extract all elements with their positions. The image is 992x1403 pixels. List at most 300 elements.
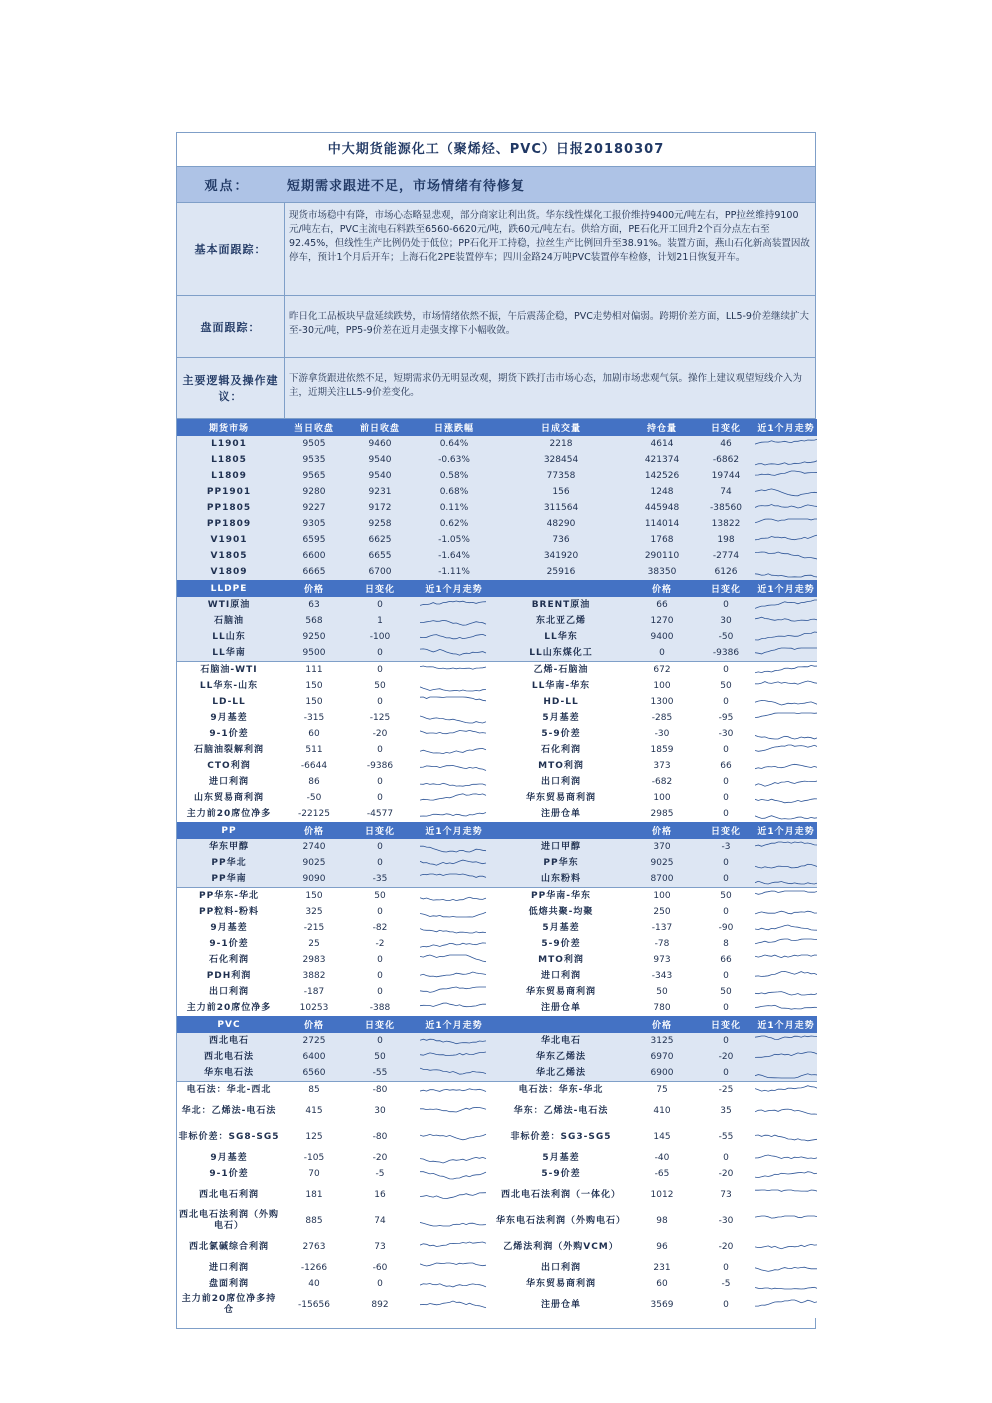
table-row [177, 904, 817, 920]
item-name: 低熔共聚-均聚 [495, 904, 627, 920]
header-cell: 日变化 [697, 580, 755, 597]
trend-sparkline [755, 856, 817, 870]
change-cell: 0 [347, 597, 413, 613]
trend-sparkline [420, 937, 488, 951]
value-cell: -1.11% [413, 564, 495, 580]
contract-name: V1901 [177, 532, 281, 548]
trend-cell [755, 984, 817, 1000]
trend-sparkline [755, 905, 817, 919]
trend-cell [413, 597, 495, 613]
header-cell: 近1个月走势 [755, 822, 817, 839]
trend-sparkline [420, 1083, 488, 1097]
trend-cell [413, 839, 495, 855]
item-name: 9-1价差 [177, 726, 281, 742]
table-row [177, 790, 817, 806]
trend-sparkline [755, 727, 817, 741]
trend-cell [755, 774, 817, 790]
header-cell: 日变化 [347, 822, 413, 839]
table-row [177, 968, 817, 984]
trend-sparkline [755, 549, 817, 563]
trend-sparkline [755, 775, 817, 789]
contract-name: L1805 [177, 452, 281, 468]
item-name: 5月基差 [495, 1150, 627, 1166]
trend-cell [413, 613, 495, 629]
item-name: 9-1价差 [177, 1166, 281, 1182]
change-cell: 50 [697, 984, 755, 1000]
price-cell: 9400 [627, 629, 697, 645]
market-table [177, 419, 817, 1318]
value-cell: -38560 [697, 500, 755, 516]
value-cell: 0.11% [413, 500, 495, 516]
value-cell: 142526 [627, 468, 697, 484]
item-name: 华东贸易商利润 [495, 790, 627, 806]
header-cell: 前日收盘 [347, 419, 413, 436]
change-cell: -30 [697, 1208, 755, 1234]
trend-cell [413, 710, 495, 726]
value-cell: 9227 [281, 500, 347, 516]
header-cell: 日变化 [697, 419, 755, 436]
trend-sparkline [755, 1050, 817, 1064]
header-cell: 价格 [627, 1016, 697, 1033]
trend-cell [413, 920, 495, 936]
header-cell: 价格 [627, 580, 697, 597]
table-row [177, 839, 817, 855]
price-cell: -137 [627, 920, 697, 936]
header-cell: PP [177, 822, 281, 839]
trend-sparkline [420, 679, 488, 693]
table-row [177, 1260, 817, 1276]
price-cell: 98 [627, 1208, 697, 1234]
change-cell: -5 [347, 1166, 413, 1182]
trend-cell [413, 1000, 495, 1016]
change-cell: 0 [347, 742, 413, 758]
price-cell: 9250 [281, 629, 347, 645]
trend-cell [755, 1182, 817, 1208]
trend-sparkline [420, 1001, 488, 1015]
trend-cell [755, 613, 817, 629]
price-cell: 1300 [627, 694, 697, 710]
trend-cell [755, 678, 817, 694]
item-name: 进口利润 [177, 1260, 281, 1276]
table-row [177, 500, 817, 516]
header-cell: 持仓量 [627, 419, 697, 436]
item-name: 西北电石法利润（外购电石） [177, 1208, 281, 1234]
fundamental-section [177, 203, 815, 296]
price-cell: 125 [281, 1124, 347, 1150]
table-row [177, 888, 817, 905]
item-name: 山东贸易商利润 [177, 790, 281, 806]
header-cell: 近1个月走势 [755, 580, 817, 597]
table-row [177, 516, 817, 532]
value-cell: 6665 [281, 564, 347, 580]
price-cell: 410 [627, 1098, 697, 1124]
trend-cell [413, 984, 495, 1000]
change-cell: -35 [347, 871, 413, 888]
trend-cell [755, 500, 817, 516]
item-name: 华北电石 [495, 1033, 627, 1049]
price-cell: -22125 [281, 806, 347, 822]
item-name: LL华南-华东 [495, 678, 627, 694]
item-name: 电石法：华北-西北 [177, 1082, 281, 1099]
change-cell: 0 [697, 1292, 755, 1318]
report-title: 中大期货能源化工（聚烯烃、PVC）日报20180307 [177, 133, 815, 167]
change-cell: -5 [697, 1276, 755, 1292]
trend-sparkline [420, 1050, 488, 1064]
trend-cell [413, 1276, 495, 1292]
item-name: 石脑油-WTI [177, 662, 281, 679]
market-section [177, 296, 815, 358]
trend-sparkline [755, 598, 817, 612]
item-name: PP华北 [177, 855, 281, 871]
value-cell: 0.58% [413, 468, 495, 484]
item-name: 华东：乙烯法-电石法 [495, 1098, 627, 1124]
trend-sparkline [755, 759, 817, 773]
item-name: 非标价差：SG3-SG5 [495, 1124, 627, 1150]
advice-label: 主要逻辑及操作建议： [177, 358, 285, 418]
trend-sparkline [420, 711, 488, 725]
contract-name: L1901 [177, 436, 281, 452]
price-cell: 150 [281, 678, 347, 694]
trend-cell [413, 774, 495, 790]
change-cell: -55 [697, 1124, 755, 1150]
change-cell: 0 [697, 662, 755, 679]
price-cell: 70 [281, 1166, 347, 1182]
price-cell: 145 [627, 1124, 697, 1150]
item-name: 盘面利润 [177, 1276, 281, 1292]
trend-sparkline [755, 807, 817, 821]
price-cell: 50 [627, 984, 697, 1000]
value-cell: 6126 [697, 564, 755, 580]
item-name: 电石法：华东-华北 [495, 1082, 627, 1099]
value-cell: 6700 [347, 564, 413, 580]
trend-sparkline [755, 985, 817, 999]
change-cell: -95 [697, 710, 755, 726]
price-cell: 373 [627, 758, 697, 774]
change-cell: 73 [347, 1234, 413, 1260]
change-cell: 0 [347, 855, 413, 871]
trend-sparkline [755, 872, 817, 886]
table-row [177, 1150, 817, 1166]
trend-sparkline [420, 1240, 488, 1254]
header-cell: 价格 [627, 822, 697, 839]
table-row [177, 613, 817, 629]
trend-cell [755, 629, 817, 645]
price-cell: -6644 [281, 758, 347, 774]
price-cell: 885 [281, 1208, 347, 1234]
trend-cell [413, 678, 495, 694]
trend-sparkline [420, 775, 488, 789]
change-cell: -9386 [697, 645, 755, 662]
trend-sparkline [755, 840, 817, 854]
table-row [177, 774, 817, 790]
change-cell: -80 [347, 1124, 413, 1150]
change-cell: 30 [347, 1098, 413, 1124]
change-cell: -55 [347, 1065, 413, 1082]
price-cell: 370 [627, 839, 697, 855]
price-cell: 9025 [627, 855, 697, 871]
item-name: PP华南 [177, 871, 281, 888]
trend-sparkline [420, 921, 488, 935]
item-name: 西北氯碱综合利润 [177, 1234, 281, 1260]
change-cell: 73 [697, 1182, 755, 1208]
trend-cell [413, 758, 495, 774]
item-name: PP华东-华北 [177, 888, 281, 905]
trend-sparkline [755, 469, 817, 483]
header-cell [495, 580, 627, 597]
item-name: 乙烯-石脑油 [495, 662, 627, 679]
value-cell: 328454 [495, 452, 627, 468]
table-row [177, 468, 817, 484]
trend-cell [413, 1260, 495, 1276]
item-name: 9月基差 [177, 920, 281, 936]
trend-cell [413, 855, 495, 871]
table-row [177, 1049, 817, 1065]
value-cell: 198 [697, 532, 755, 548]
change-cell: 0 [697, 694, 755, 710]
trend-sparkline [420, 1151, 488, 1165]
price-cell: 672 [627, 662, 697, 679]
table-row [177, 678, 817, 694]
trend-sparkline [755, 711, 817, 725]
header-cell: 日变化 [347, 580, 413, 597]
change-cell: 0 [347, 839, 413, 855]
trend-cell [413, 694, 495, 710]
item-name: LD-LL [177, 694, 281, 710]
trend-cell [413, 952, 495, 968]
table-row [177, 742, 817, 758]
price-cell: 181 [281, 1182, 347, 1208]
fundamental-label: 基本面跟踪： [177, 203, 285, 295]
item-name: 进口利润 [495, 968, 627, 984]
trend-cell [413, 1124, 495, 1150]
price-cell: 85 [281, 1082, 347, 1099]
table-row [177, 936, 817, 952]
change-cell: 16 [347, 1182, 413, 1208]
change-cell: 0 [697, 774, 755, 790]
value-cell: -6862 [697, 452, 755, 468]
change-cell: 0 [697, 1150, 755, 1166]
item-name: 华东贸易商利润 [495, 984, 627, 1000]
value-cell: 74 [697, 484, 755, 500]
trend-sparkline [420, 646, 488, 660]
trend-sparkline [420, 905, 488, 919]
price-cell: 150 [281, 888, 347, 905]
item-name: 东北亚乙烯 [495, 613, 627, 629]
price-cell: -682 [627, 774, 697, 790]
trend-sparkline [420, 695, 488, 709]
trend-cell [755, 516, 817, 532]
table-row [177, 484, 817, 500]
value-cell: 6600 [281, 548, 347, 564]
contract-name: PP1901 [177, 484, 281, 500]
change-cell: -90 [697, 920, 755, 936]
trend-sparkline [755, 1167, 817, 1181]
price-cell: 1012 [627, 1182, 697, 1208]
trend-cell [755, 548, 817, 564]
table-row [177, 920, 817, 936]
change-cell: 0 [697, 790, 755, 806]
trend-cell [413, 1234, 495, 1260]
item-name: 5月基差 [495, 920, 627, 936]
price-cell: 10253 [281, 1000, 347, 1016]
trend-cell [755, 1292, 817, 1318]
value-cell: 9540 [347, 468, 413, 484]
table-row [177, 1082, 817, 1099]
trend-sparkline [420, 791, 488, 805]
price-cell: 6970 [627, 1049, 697, 1065]
view-row [177, 167, 815, 203]
header-cell [495, 822, 627, 839]
trend-cell [755, 1234, 817, 1260]
price-cell: 100 [627, 678, 697, 694]
trend-sparkline [420, 1261, 488, 1275]
change-cell: -80 [347, 1082, 413, 1099]
trend-cell [755, 936, 817, 952]
trend-sparkline [420, 1214, 488, 1228]
header-cell: 期货市场 [177, 419, 281, 436]
change-cell: 0 [697, 1033, 755, 1049]
item-name: PP粒料-粉料 [177, 904, 281, 920]
table-row [177, 1292, 817, 1318]
view-label: 观点： [204, 179, 250, 194]
price-cell: 86 [281, 774, 347, 790]
table-row [177, 1208, 817, 1234]
change-cell: 0 [347, 904, 413, 920]
price-cell: 2740 [281, 839, 347, 855]
item-name: 5月基差 [495, 710, 627, 726]
trend-sparkline [755, 485, 817, 499]
value-cell: 341920 [495, 548, 627, 564]
item-name: MTO利润 [495, 952, 627, 968]
table-row [177, 726, 817, 742]
trend-cell [755, 968, 817, 984]
item-name: PP华南-华东 [495, 888, 627, 905]
change-cell: 0 [347, 1276, 413, 1292]
change-cell: 0 [697, 597, 755, 613]
trend-sparkline [755, 1298, 817, 1312]
change-cell: 0 [697, 855, 755, 871]
value-cell: 38350 [627, 564, 697, 580]
change-cell: -125 [347, 710, 413, 726]
header-cell: 近1个月走势 [755, 419, 817, 436]
header-cell: 日涨跌幅 [413, 419, 495, 436]
trend-sparkline [755, 953, 817, 967]
change-cell: 0 [697, 1260, 755, 1276]
trend-sparkline [755, 533, 817, 547]
value-cell: 2218 [495, 436, 627, 452]
item-name: 出口利润 [495, 1260, 627, 1276]
table-row [177, 1276, 817, 1292]
change-cell: 0 [347, 790, 413, 806]
trend-cell [413, 1098, 495, 1124]
price-cell: -65 [627, 1166, 697, 1182]
price-cell: -78 [627, 936, 697, 952]
data-tables [177, 419, 815, 1318]
trend-cell [755, 436, 817, 452]
trend-sparkline [420, 598, 488, 612]
trend-cell [413, 806, 495, 822]
trend-sparkline [420, 840, 488, 854]
change-cell: 0 [697, 1000, 755, 1016]
price-cell: 63 [281, 597, 347, 613]
trend-cell [413, 726, 495, 742]
trend-sparkline [755, 453, 817, 467]
change-cell: 1 [347, 613, 413, 629]
change-cell: 0 [347, 968, 413, 984]
item-name: 华东甲醇 [177, 839, 281, 855]
trend-cell [413, 1082, 495, 1099]
price-cell: -285 [627, 710, 697, 726]
item-name: LL山东煤化工 [495, 645, 627, 662]
header-cell: 当日收盘 [281, 419, 347, 436]
trend-cell [755, 904, 817, 920]
price-cell: 60 [627, 1276, 697, 1292]
item-name: 石脑油 [177, 613, 281, 629]
fundamental-text: 现货市场稳中有降，市场心态略显悲观，部分商家让利出货。华东线性煤化工报价维持9400元/吨左右，PP拉丝维持9100元/吨左右，PVC主流电石料跌至6560-6620元/吨，跌60元/吨左右。供给方面，PE石化开工回升2个百分点左右至92.45%，但线性生产比例仍处于低位；PP石化开工持稳，拉丝生产比例回升至38.91%。装置方面，燕山石化新高装置因故停车，预计1个月后开车；上海石化2PE装置停车；四川金路24万吨PVC装置停车检修，计划21日恢复开车。 [285, 203, 815, 295]
item-name: 乙烯法利润（外购VCM） [495, 1234, 627, 1260]
value-cell: 6625 [347, 532, 413, 548]
price-cell: 75 [627, 1082, 697, 1099]
table-row [177, 1166, 817, 1182]
trend-cell [413, 790, 495, 806]
price-cell: 150 [281, 694, 347, 710]
trend-cell [755, 645, 817, 662]
header-cell: 近1个月走势 [413, 580, 495, 597]
trend-cell [755, 1082, 817, 1099]
price-cell: 3882 [281, 968, 347, 984]
price-cell: 1859 [627, 742, 697, 758]
change-cell: 66 [697, 758, 755, 774]
value-cell: 9535 [281, 452, 347, 468]
trend-sparkline [420, 727, 488, 741]
trend-cell [755, 532, 817, 548]
trend-cell [413, 968, 495, 984]
change-cell: 8 [697, 936, 755, 952]
trend-cell [755, 1000, 817, 1016]
trend-cell [755, 806, 817, 822]
item-name: 西北电石法利润（一体化） [495, 1182, 627, 1208]
trend-cell [755, 888, 817, 905]
trend-sparkline [755, 1034, 817, 1048]
header-cell: 近1个月走势 [413, 1016, 495, 1033]
trend-cell [755, 1150, 817, 1166]
change-cell: 0 [697, 806, 755, 822]
trend-sparkline [755, 1001, 817, 1015]
trend-sparkline [755, 1240, 817, 1254]
change-cell: 0 [347, 645, 413, 662]
header-cell: 近1个月走势 [413, 822, 495, 839]
table-row [177, 1124, 817, 1150]
change-cell: 50 [697, 888, 755, 905]
trend-sparkline [755, 921, 817, 935]
price-cell: 6560 [281, 1065, 347, 1082]
change-cell: 892 [347, 1292, 413, 1318]
item-name: 出口利润 [495, 774, 627, 790]
item-name: PP华东 [495, 855, 627, 871]
table-row [177, 1000, 817, 1016]
trend-sparkline [755, 501, 817, 515]
trend-cell [755, 694, 817, 710]
table-header [177, 419, 817, 436]
item-name: 石脑油裂解利润 [177, 742, 281, 758]
price-cell: -40 [627, 1150, 697, 1166]
price-cell: 3125 [627, 1033, 697, 1049]
table-row [177, 629, 817, 645]
item-name: 主力前20席位净多 [177, 1000, 281, 1016]
price-cell: 415 [281, 1098, 347, 1124]
item-name: 9月基差 [177, 710, 281, 726]
table-row [177, 1098, 817, 1124]
